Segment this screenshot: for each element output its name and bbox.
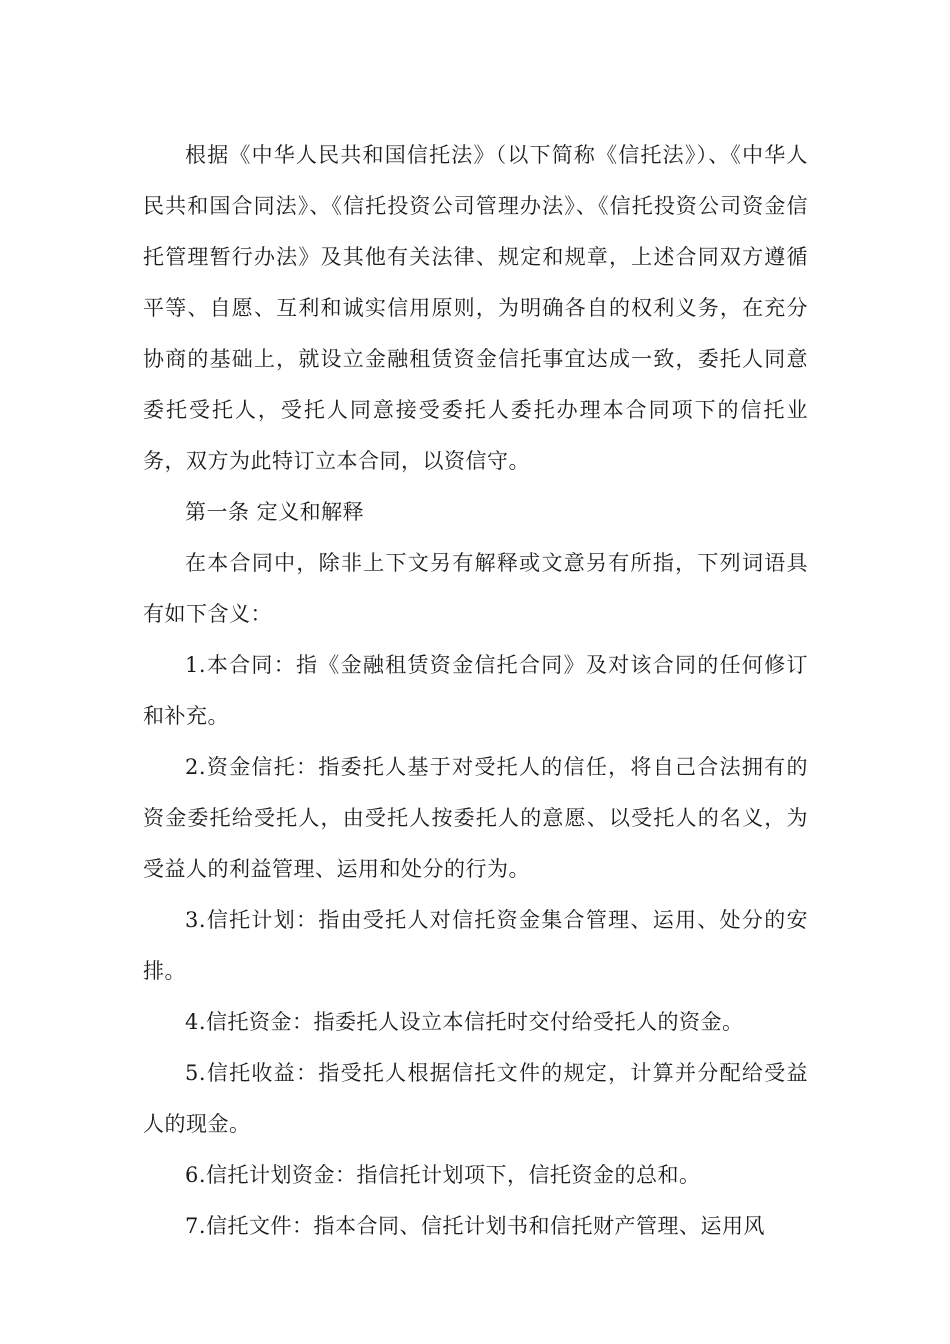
definition-item: 4.信托资金：指委托人设立本信托时交付给受托人的资金。 xyxy=(185,1010,744,1034)
definition-item: 5.信托收益：指受托人根据信托文件的规定，计算并分配给受益人的现金。 xyxy=(143,1061,808,1136)
definition-item: 2.资金信托：指委托人基于对受托人的信任，将自己合法拥有的资金委托给受托人，由受托人按委托人的意愿、以受托人的名义，为受益人的利益管理、运用和处分的行为。 xyxy=(143,755,808,881)
definition-item: 7.信托文件：指本合同、信托计划书和信托财产管理、运用风 xyxy=(185,1214,766,1238)
preamble-paragraph: 根据《中华人民共和国信托法》（以下简称《信托法》）、《中华人民共和国合同法》、《信托投资公司管理办法》、《信托投资公司资金信托管理暂行办法》及其他有关法律、规定和规章，上述合同双方遵循平等、自愿、互利和诚实信用原则，为明确各自的权利义务，在充分协商的基础上，就设立金融租赁资金信托事宜达成一致，委托人同意委托受托人，受托人同意接受委托人委托办理本合同项下的信托业务，双方为此特订立本合同，以资信守。 xyxy=(143,143,808,473)
definitions-intro-paragraph: 在本合同中，除非上下文另有解释或文意另有所指，下列词语具有如下含义： xyxy=(143,551,808,626)
article-heading: 第一条 定义和解释 xyxy=(185,500,365,524)
definition-item: 3.信托计划：指由受托人对信托资金集合管理、运用、处分的安排。 xyxy=(143,908,808,983)
definition-item: 6.信托计划资金：指信托计划项下，信托资金的总和。 xyxy=(185,1163,701,1187)
definition-item: 1.本合同：指《金融租赁资金信托合同》及对该合同的任何修订和补充。 xyxy=(143,653,808,728)
document-body xyxy=(143,130,808,1252)
